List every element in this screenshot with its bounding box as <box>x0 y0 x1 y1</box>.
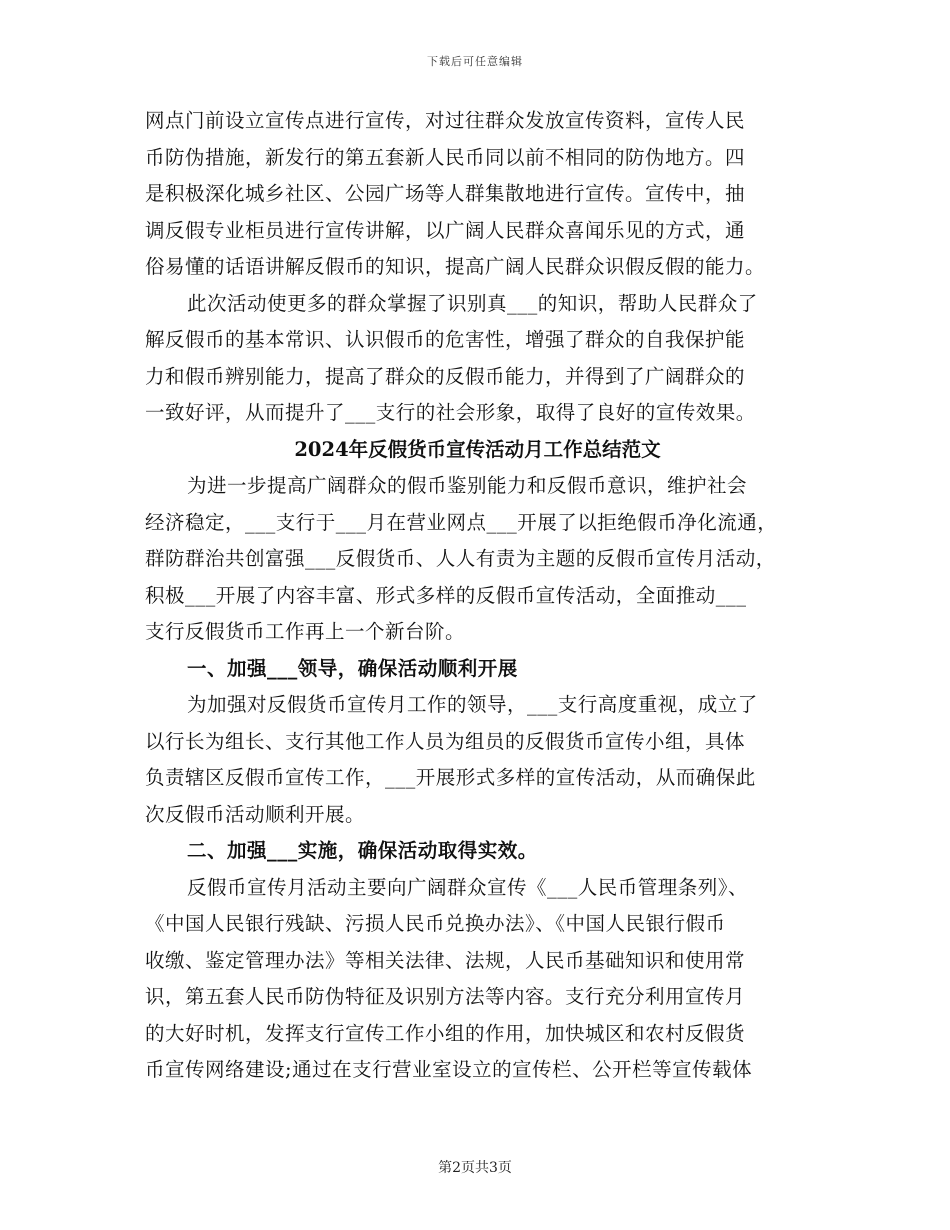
document-title: 2024年反假货币宣传活动月工作总结范文 <box>294 437 661 461</box>
body-line: 群防群治共创富强___反假货币、人人有责为主题的反假币宣传月活动， <box>145 547 776 570</box>
body-line: 《中国人民银行残缺、污损人民币兑换办法》、《中国人民银行假币 <box>145 912 726 935</box>
body-line: 经济稳定，___支行于___月在营业网点___开展了以拒绝假币净化流通， <box>145 510 778 534</box>
body-line: 收缴、鉴定管理办法》等相关法律、法规，人民币基础知识和使用常 <box>145 948 746 972</box>
body-line: 的大好时机，发挥支行宣传工作小组的作用，加快城区和农村反假货 <box>145 1021 746 1045</box>
body-line: 负责辖区反假币宣传工作，___开展形式多样的宣传活动，从而确保此 <box>145 766 756 789</box>
page-number: 第2页共3页 <box>438 1160 512 1176</box>
body-line: 此次活动使更多的群众掌握了识别真___的知识，帮助人民群众了 <box>187 291 758 315</box>
body-line: 支行反假货币工作再上一个新台阶。 <box>145 620 466 643</box>
body-line: 解反假币的基本常识、认识假币的危害性，增强了群众的自我保护能 <box>145 328 746 351</box>
body-line: 俗易懂的话语讲解反假币的知识，提高广阔人民群众识假反假的能力。 <box>145 255 766 278</box>
body-line: 币宣传网络建设;通过在支行营业室设立的宣传栏、公开栏等宣传载体 <box>145 1058 753 1081</box>
body-line: 为加强对反假货币宣传月工作的领导，___支行高度重视，成立了 <box>187 693 758 716</box>
page-header-note: 下载后可任意编辑 <box>427 55 523 68</box>
body-line: 力和假币辨别能力，提高了群众的反假币能力，并得到了广阔群众的 <box>145 364 746 388</box>
section-heading-2: 二、加强___实施，确保活动取得实效。 <box>187 839 538 862</box>
body-line: 币防伪措施，新发行的第五套新人民币同以前不相同的防伪地方。四 <box>145 145 746 169</box>
body-line: 网点门前设立宣传点进行宣传，对过往群众发放宣传资料，宣传人民 <box>145 109 746 132</box>
body-line: 为进一步提高广阔群众的假币鉴别能力和反假币意识，维护社会 <box>187 474 748 497</box>
body-line: 是积极深化城乡社区、公园广场等人群集散地进行宣传。宣传中，抽 <box>145 182 746 205</box>
section-heading-1: 一、加强___领导，确保活动顺利开展 <box>187 656 518 680</box>
body-line: 一致好评，从而提升了___支行的社会形象，取得了良好的宣传效果。 <box>145 401 756 424</box>
body-line: 积极___开展了内容丰富、形式多样的反假币宣传活动，全面推动___ <box>145 583 747 607</box>
body-line: 次反假币活动顺利开展。 <box>145 802 366 826</box>
body-line: 以行长为组长、支行其他工作人员为组员的反假货币宣传小组，具体 <box>145 729 746 753</box>
body-line: 调反假专业柜员进行宣传讲解，以广阔人民群众喜闻乐见的方式，通 <box>145 218 746 242</box>
document-body <box>145 103 810 1089</box>
body-line: 反假币宣传月活动主要向广阔群众宣传《___人民币管理条列》、 <box>187 875 749 899</box>
body-line: 识，第五套人民币防伪特征及识别方法等内容。支行充分利用宣传月 <box>145 985 746 1008</box>
